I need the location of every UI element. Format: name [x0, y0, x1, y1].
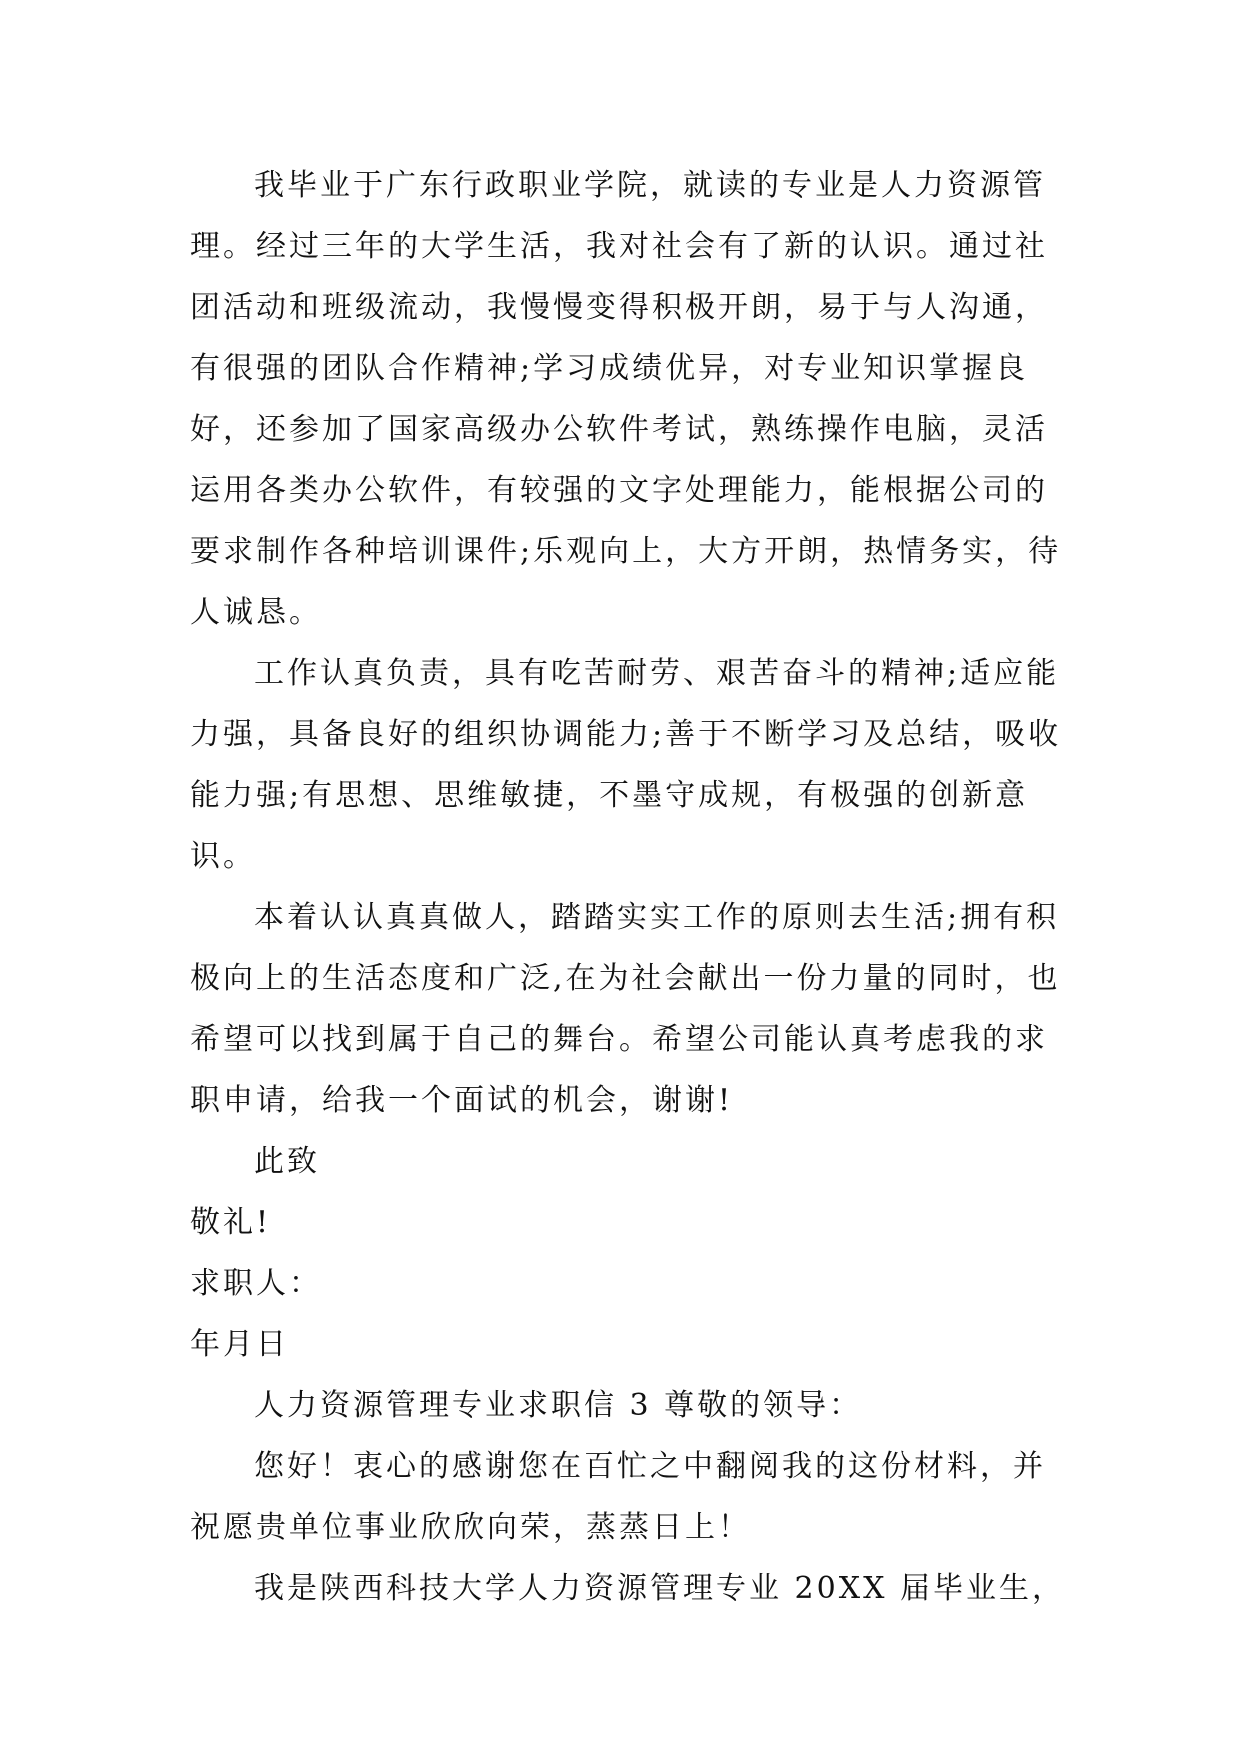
- next-letter-intro: 我是陕西科技大学人力资源管理专业 20XX 届毕业生，: [254, 1571, 1065, 1606]
- next-letter-greeting: 您好！衷心的感谢您在百忙之中翻阅我的这份材料，并祝愿贵单位事业欣欣向荣，蒸蒸日上！: [190, 1449, 1046, 1545]
- closing-regards: 敬礼!: [190, 1205, 272, 1240]
- letter-body: [190, 155, 1070, 1619]
- next-letter-heading: 人力资源管理专业求职信 3 尊敬的领导：: [254, 1388, 863, 1423]
- paragraph-self-introduction: 我毕业于广东行政职业学院，就读的专业是人力资源管理。经过三年的大学生活，我对社会有了新的认识。通过社团活动和班级流动，我慢慢变得积极开朗，易于与人沟通，有很强的团队合作精神;学习成绩优异，对专业知识掌握良好，还参加了国家高级办公软件考试，熟练操作电脑，灵活运用各类办公软件，有较强的文字处理能力，能根据公司的要求制作各种培训课件;乐观向上，大方开朗，热情务实，待人诚恳。: [190, 168, 1062, 630]
- closing-salutation: 此致: [254, 1144, 320, 1179]
- paragraph-work-attitude: 工作认真负责，具有吃苦耐劳、艰苦奋斗的精神;适应能力强，具备良好的组织协调能力;善于不断学习及总结，吸收能力强;有思想、思维敏捷，不墨守成规，有极强的创新意识。: [190, 656, 1062, 874]
- date-line: 年月日: [190, 1327, 289, 1362]
- paragraph-closing-request: 本着认认真真做人，踏踏实实工作的原则去生活;拥有积极向上的生活态度和广泛,在为社会献出一份力量的同时，也希望可以找到属于自己的舞台。希望公司能认真考虑我的求职申请，给我一个面试的机会，谢谢!: [190, 900, 1061, 1118]
- applicant-signature-label: 求职人：: [190, 1266, 322, 1301]
